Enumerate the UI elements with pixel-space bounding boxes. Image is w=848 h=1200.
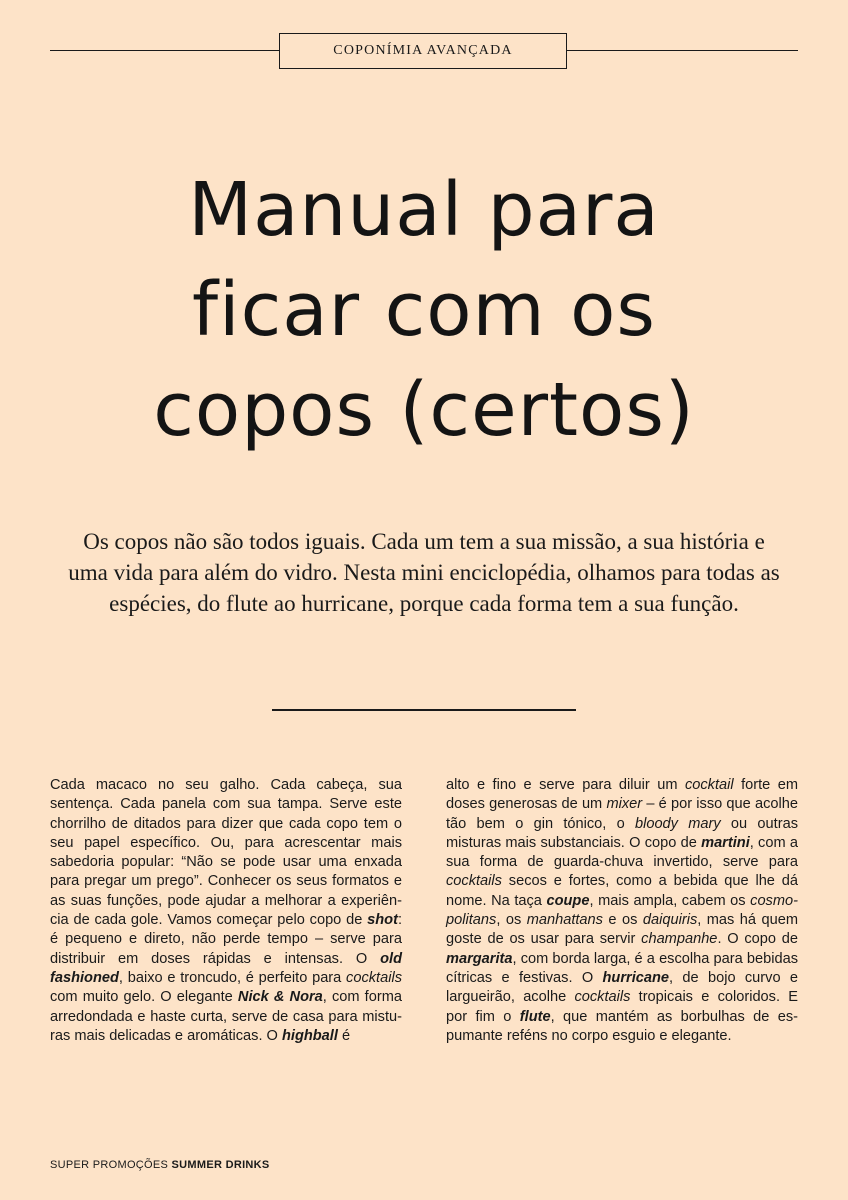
divider	[272, 709, 576, 711]
italic-term: cocktails	[346, 969, 402, 986]
text-run: ou outras misturas mais substanciais. O copo de	[446, 815, 798, 851]
title-line: Manual para	[188, 167, 660, 253]
text-run: e os	[602, 912, 643, 929]
body-paragraph	[50, 776, 402, 1046]
lead-paragraph: Os copos não são todos iguais. Cada um tem a sua missão, a sua história e uma vida para além do vidro. Nesta mini enciclopédia, olhamos para todas as espécies, do flute ao hurricane, porque cada forma tem a sua função.	[68, 529, 780, 616]
text-run: , com a sua forma de guarda-chuva invertido, serve para	[446, 834, 799, 871]
body-column-right	[446, 776, 798, 1046]
text-run: forte em doses generosas de um	[446, 777, 798, 813]
text-run: , que mantém as borbulhas de espumante reféns no corpo esguio e elegante.	[446, 1008, 799, 1044]
italic-term: bloody mary	[634, 815, 721, 832]
italic-term: mixer	[606, 796, 643, 813]
text-run: , com forma arredondada e haste curta, serve de casa para misturas mais delicadas e aromáticas. O	[50, 989, 402, 1044]
italic-term: cocktails	[574, 989, 631, 1006]
glass-term: martini	[701, 834, 750, 851]
italic-term: cocktails	[446, 873, 502, 890]
italic-term: cocktail	[684, 777, 734, 793]
body-paragraph	[446, 776, 798, 1046]
section-label: COPONÍMIA AVANÇADA	[279, 33, 567, 69]
text-run: – é por isso que acolhe tão bem o gin tónico, o	[446, 796, 798, 832]
italic-term: champanhe	[641, 931, 718, 948]
italic-term: daiquiris	[642, 912, 698, 929]
glass-term: hurricane	[602, 969, 670, 986]
text-run: alto e fino e serve para diluir um	[446, 777, 685, 793]
glass-term: shot	[367, 912, 398, 929]
text-run: , mais ampla, cabem os	[589, 892, 751, 909]
glass-term: flute	[519, 1008, 551, 1025]
text-run: , com borda larga, é a escolha para bebidas cítricas e festivas. O	[446, 950, 798, 986]
text-run: Cada macaco no seu galho. Cada cabeça, sua sentença. Cada panela com sua tampa. Serve este chorrilho de ditados para dizer que cada copo tem o seu papel específico. Ou, para acrescentar mais sabedoria popular: “Não se pode usar uma enxada para pregar um prego”. Conhecer os seus formatos e as suas funções, pode ajudar a melhorar a experiência de cada gole. Vamos começar pelo copo de	[50, 777, 402, 929]
glass-term: coupe	[546, 892, 590, 909]
text-run: com muito gelo. O elegante	[50, 989, 238, 1006]
text-run: secos e fortes, como a bebida que lhe dá nome. Na taça	[446, 873, 798, 909]
text-run: tropicais e coloridos. E por fim o	[446, 989, 798, 1025]
glass-term: highball	[281, 1027, 338, 1044]
footer-section: SUMMER DRINKS	[171, 1159, 270, 1171]
text-run: , baixo e troncudo, é perfeito para	[118, 969, 347, 986]
body-column-left	[50, 776, 402, 1046]
text-run: , de bojo curvo e largueirão, acolhe	[446, 969, 799, 1006]
title-line: ficar com os	[192, 267, 656, 353]
glass-term: margarita	[446, 950, 513, 967]
text-run: . O copo de	[717, 931, 798, 948]
text-run: , os	[496, 912, 527, 929]
italic-term: manhattans	[526, 912, 603, 929]
page-title	[60, 160, 788, 460]
page-footer	[50, 1159, 270, 1171]
text-run: , mas há quem goste de os usar para servir	[446, 912, 798, 948]
title-line: copos (certos)	[153, 367, 695, 453]
footer-brand: SUPER PROMOÇÕES	[50, 1159, 169, 1171]
italic-term: cosmopolitans	[446, 892, 798, 929]
glass-term: old fashioned	[50, 950, 402, 986]
text-run: : é pequeno e direto, não perde tempo – serve para distribuir em doses rápidas e intensas. O	[50, 912, 402, 967]
glass-term: Nick & Nora	[237, 989, 323, 1006]
text-run: é	[337, 1027, 351, 1044]
